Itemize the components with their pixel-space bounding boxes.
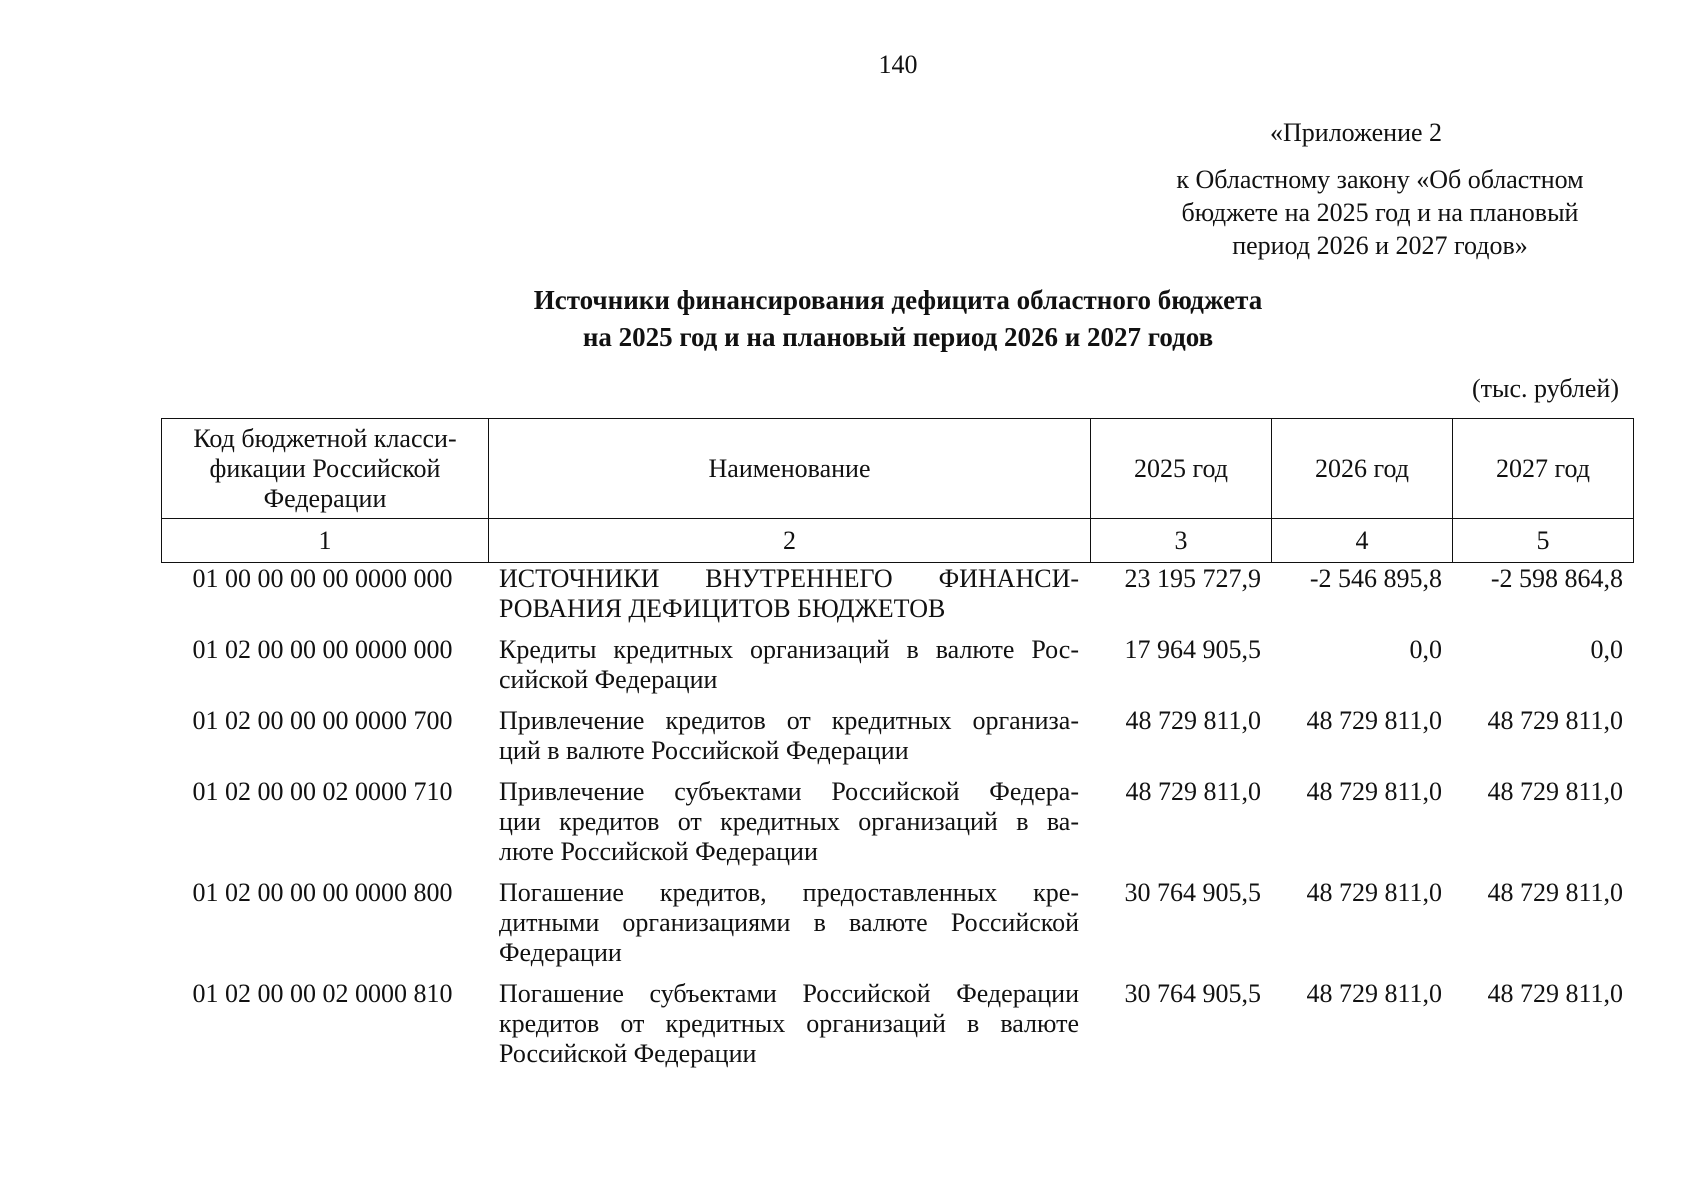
value-2026: 0,0 [1409, 635, 1442, 664]
table-row [161, 979, 1633, 1069]
row-name-line: ИСТОЧНИКИ ВНУТРЕННЕГО ФИНАНСИ- [499, 564, 1079, 593]
value-2025: 48 729 811,0 [1125, 706, 1261, 735]
budget-code: 01 02 00 00 00 0000 800 [192, 878, 453, 907]
row-name-line: Погашение субъектами Российской Федерации [499, 979, 1079, 1008]
column-number: 2 [489, 519, 1091, 563]
row-name-line: ции кредитов от кредитных организаций в ва- [499, 807, 1079, 836]
value-2027: 48 729 811,0 [1487, 706, 1623, 735]
budget-code: 01 00 00 00 00 0000 000 [192, 564, 453, 593]
value-2027: -2 598 864,8 [1490, 564, 1623, 593]
column-number: 3 [1091, 519, 1272, 563]
column-number: 1 [162, 519, 489, 563]
row-name-line: дитными организациями в валюте Российской [499, 908, 1079, 937]
row-name-line: ций в валюте Российской Федерации [499, 736, 909, 765]
page-number: 140 [878, 50, 918, 79]
row-name [488, 979, 1090, 1069]
budget-code: 01 02 00 00 00 0000 700 [192, 706, 453, 735]
value-2026: -2 546 895,8 [1309, 564, 1442, 593]
units-label: (тыс. рублей) [1471, 374, 1619, 403]
header-row [162, 419, 1634, 519]
header-code-line: Федерации [263, 483, 387, 513]
document-title-line: на 2025 год и на плановый период 2026 и 2027 годов [582, 322, 1214, 352]
header-2025: 2025 год [1091, 419, 1272, 519]
row-name [488, 777, 1090, 867]
document-title [0, 282, 1698, 356]
column-number: 4 [1272, 519, 1453, 563]
table-row [161, 564, 1633, 624]
value-2025: 17 964 905,5 [1124, 635, 1261, 664]
header-2027: 2027 год [1453, 419, 1634, 519]
table-body [161, 564, 1633, 1080]
value-2026: 48 729 811,0 [1306, 777, 1442, 806]
value-2025: 48 729 811,0 [1125, 777, 1261, 806]
row-name-line: РОВАНИЯ ДЕФИЦИТОВ БЮДЖЕТОВ [499, 594, 946, 623]
row-name-line: Привлечение кредитов от кредитных организа- [499, 706, 1079, 735]
row-name [488, 564, 1090, 624]
value-2026: 48 729 811,0 [1306, 878, 1442, 907]
header-2026: 2026 год [1272, 419, 1453, 519]
table-row [161, 777, 1633, 867]
row-name-line: Кредиты кредитных организаций в валюте Рос- [499, 635, 1079, 664]
value-2025: 30 764 905,5 [1124, 878, 1261, 907]
column-number: 5 [1453, 519, 1634, 563]
appendix-ref-line: период 2026 и 2027 годов» [1232, 231, 1528, 260]
row-name-line: Привлечение субъектами Российской Федера- [499, 777, 1079, 806]
table-header [161, 418, 1634, 563]
value-2026: 48 729 811,0 [1306, 706, 1442, 735]
row-name-line: люте Российской Федерации [499, 837, 818, 866]
appendix-ref-line: бюджете на 2025 год и на плановый [1181, 198, 1579, 227]
value-2026: 48 729 811,0 [1306, 979, 1442, 1008]
table-row [161, 635, 1633, 695]
row-name-line: кредитов от кредитных организаций в валюте [499, 1009, 1079, 1038]
appendix-reference [1140, 163, 1620, 262]
row-name [488, 706, 1090, 766]
row-name-line: Российской Федерации [499, 1039, 757, 1068]
row-name-line: Федерации [499, 938, 622, 967]
appendix-title: «Приложение 2 [1270, 118, 1443, 147]
value-2027: 0,0 [1590, 635, 1623, 664]
header-code-line: фикации Российской [209, 453, 441, 483]
value-2027: 48 729 811,0 [1487, 979, 1623, 1008]
header-code [162, 419, 489, 519]
appendix-ref-line: к Областному закону «Об областном [1176, 165, 1584, 194]
header-name: Наименование [489, 419, 1091, 519]
value-2025: 23 195 727,9 [1124, 564, 1261, 593]
budget-code: 01 02 00 00 02 0000 810 [192, 979, 453, 1008]
value-2025: 30 764 905,5 [1124, 979, 1261, 1008]
table-row [161, 878, 1633, 968]
value-2027: 48 729 811,0 [1487, 777, 1623, 806]
row-name [488, 878, 1090, 968]
column-number-row [162, 519, 1634, 563]
document-title-line: Источники финансирования дефицита областного бюджета [533, 285, 1263, 315]
value-2027: 48 729 811,0 [1487, 878, 1623, 907]
budget-code: 01 02 00 00 02 0000 710 [192, 777, 453, 806]
table-row [161, 706, 1633, 766]
row-name-line: Погашение кредитов, предоставленных кре- [499, 878, 1079, 907]
row-name [488, 635, 1090, 695]
header-code-line: Код бюджетной класси- [193, 423, 457, 453]
row-name-line: сийской Федерации [499, 665, 718, 694]
budget-code: 01 02 00 00 00 0000 000 [192, 635, 453, 664]
